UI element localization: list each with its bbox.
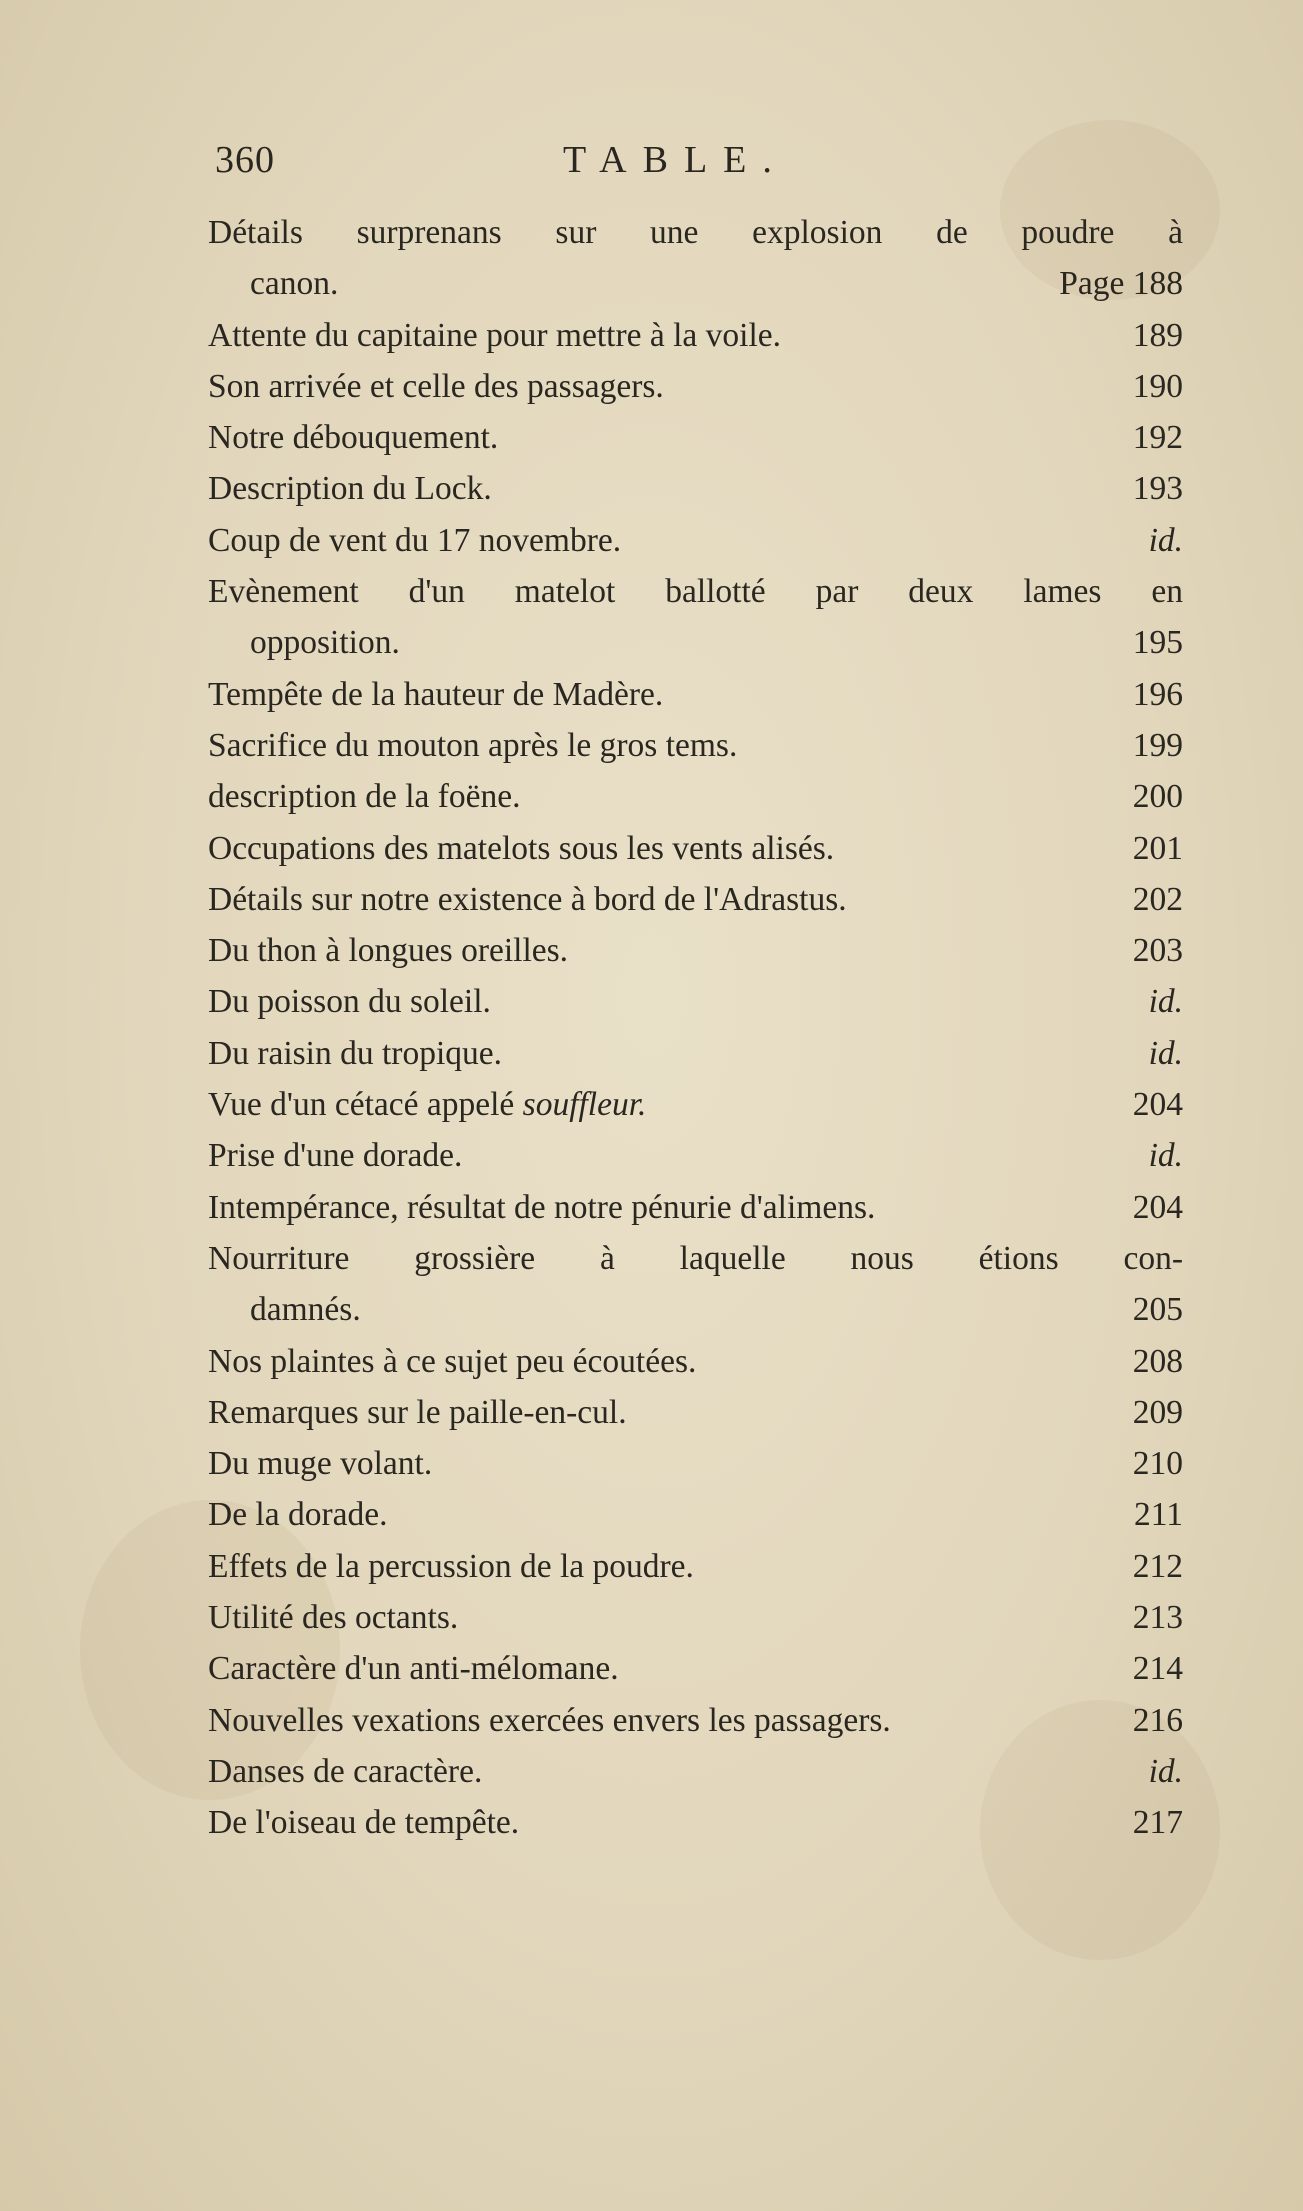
toc-entry <box>208 1336 1183 1387</box>
toc-entry <box>208 720 1183 771</box>
entry-text: Occupations des matelots sous les vents alisés. <box>208 829 835 867</box>
running-title: TABLE. <box>563 139 788 181</box>
entry-text: Danses de caractère. <box>208 1752 483 1790</box>
entry-text: Effets de la percussion de la poudre. <box>208 1547 694 1585</box>
toc-entry <box>208 669 1183 720</box>
entry-continuation: damnés. <box>250 1291 361 1329</box>
toc-entry <box>208 1643 1183 1694</box>
toc-entry <box>208 310 1183 361</box>
toc-entry <box>208 1489 1183 1540</box>
page-ref: 202 <box>1132 880 1183 918</box>
page-ref: 192 <box>1132 419 1183 457</box>
page-ref: 199 <box>1132 726 1183 764</box>
entry-text: Description du Lock. <box>208 470 492 508</box>
toc-entry <box>208 1746 1183 1797</box>
entry-text: Du poisson du soleil. <box>208 983 491 1021</box>
entry-text-italic: souffleur. <box>522 1086 647 1124</box>
entry-text: Tempête de la hauteur de Madère. <box>208 675 664 713</box>
page-ref: 200 <box>1132 778 1183 816</box>
toc-entry <box>208 1028 1183 1079</box>
entry-text: Son arrivée et celle des passagers. <box>208 367 664 405</box>
page-ref: 212 <box>1132 1547 1183 1585</box>
entry-continuation: opposition. <box>250 624 400 662</box>
toc-entry <box>208 823 1183 874</box>
page-ref: id. <box>1148 521 1183 559</box>
entry-text: Intempérance, résultat de notre pénurie d'alimens. <box>208 1188 876 1226</box>
page-ref: 203 <box>1132 932 1183 970</box>
entry-text: Remarques sur le paille-en-cul. <box>208 1393 627 1431</box>
page-ref: id. <box>1148 1752 1183 1790</box>
page-ref: 214 <box>1132 1650 1183 1688</box>
entry-text: Attente du capitaine pour mettre à la voile. <box>208 316 782 354</box>
toc-entry <box>208 1387 1183 1438</box>
toc-entry <box>208 925 1183 976</box>
entry-text: description de la foëne. <box>208 778 521 816</box>
page-ref: 204 <box>1132 1086 1183 1124</box>
entry-text: Du muge volant. <box>208 1445 433 1483</box>
entry-text-roman: Vue d'un cétacé appelé <box>208 1086 515 1124</box>
toc-entry <box>208 1695 1183 1746</box>
page-number: 360 <box>215 139 275 181</box>
toc-entry <box>208 566 1183 669</box>
page-ref: 195 <box>1132 624 1183 662</box>
running-header <box>215 138 1185 194</box>
page-ref: 190 <box>1132 367 1183 405</box>
entry-text <box>208 1079 646 1130</box>
page-ref: id. <box>1148 1137 1183 1175</box>
page-ref: 211 <box>1133 1496 1183 1534</box>
entry-text: Utilité des octants. <box>208 1599 459 1637</box>
toc-entry <box>208 1541 1183 1592</box>
page-ref: 196 <box>1132 675 1183 713</box>
toc-entry <box>208 874 1183 925</box>
entry-text: De la dorade. <box>208 1496 388 1534</box>
entry-text: Détails surprenans sur une explosion de poudre à <box>208 214 1183 251</box>
toc-entry <box>208 1592 1183 1643</box>
entry-text: De l'oiseau de tempête. <box>208 1804 520 1842</box>
table-of-contents <box>208 207 1183 1849</box>
page-ref: 210 <box>1132 1445 1183 1483</box>
toc-entry <box>208 463 1183 514</box>
page-ref: 217 <box>1132 1804 1183 1842</box>
page-ref: id. <box>1148 983 1183 1021</box>
entry-text: Coup de vent du 17 novembre. <box>208 521 622 559</box>
page-ref: id. <box>1148 1034 1183 1072</box>
entry-text: Nos plaintes à ce sujet peu écoutées. <box>208 1342 697 1380</box>
toc-entry <box>208 1182 1183 1233</box>
entry-text: Du raisin du tropique. <box>208 1034 503 1072</box>
entry-text: Prise d'une dorade. <box>208 1137 463 1175</box>
page-ref: 205 <box>1132 1291 1183 1329</box>
page-ref: 193 <box>1132 470 1183 508</box>
entry-text: Détails sur notre existence à bord de l'Adrastus. <box>208 880 847 918</box>
entry-text: Nourriture grossière à laquelle nous étions con- <box>208 1239 1183 1277</box>
toc-entry <box>208 207 1183 310</box>
toc-entry <box>208 976 1183 1027</box>
toc-entry <box>208 1130 1183 1181</box>
page-ref: 208 <box>1132 1342 1183 1380</box>
page-ref: 201 <box>1132 829 1183 867</box>
toc-entry <box>208 1797 1183 1848</box>
entry-text: Caractère d'un anti-mélomane. <box>208 1650 619 1688</box>
toc-entry <box>208 515 1183 566</box>
toc-entry <box>208 1438 1183 1489</box>
page-ref: 216 <box>1132 1701 1183 1739</box>
page-ref: 213 <box>1132 1599 1183 1637</box>
toc-entry <box>208 1079 1183 1130</box>
page-ref: 189 <box>1132 316 1183 354</box>
entry-continuation: canon. <box>250 265 339 303</box>
entry-text: Nouvelles vexations exercées envers les passagers. <box>208 1701 891 1739</box>
entry-text: Evènement d'un matelot ballotté par deux lames en <box>208 573 1183 611</box>
toc-entry <box>208 771 1183 822</box>
toc-entry <box>208 1233 1183 1336</box>
entry-text: Notre débouquement. <box>208 419 499 457</box>
toc-entry <box>208 361 1183 412</box>
entry-text: Du thon à longues oreilles. <box>208 932 569 970</box>
page-ref: 209 <box>1132 1393 1183 1431</box>
page-ref: 204 <box>1132 1188 1183 1226</box>
page-ref: Page 188 <box>1059 265 1183 303</box>
entry-text: Sacrifice du mouton après le gros tems. <box>208 726 738 764</box>
toc-entry <box>208 412 1183 463</box>
